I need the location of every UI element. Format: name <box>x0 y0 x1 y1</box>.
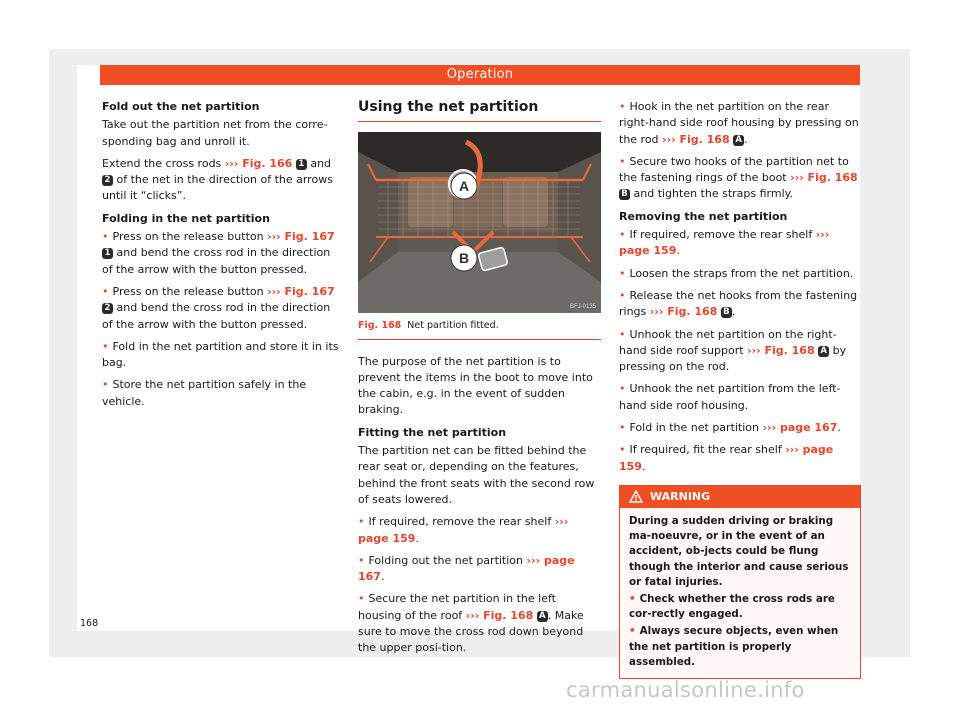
text: and bend the cross rod in the direction of the arrow with the button pressed. <box>102 246 331 276</box>
column-middle <box>358 99 601 663</box>
text: . Make sure to move the cross rod down beyond the upper posi-tion. <box>358 608 584 655</box>
text: and tighten the straps firmly. <box>630 187 794 201</box>
text: Fold in the net partition <box>629 421 763 435</box>
page-link[interactable]: ››› page 159 <box>619 228 830 258</box>
callout-badge: A <box>733 135 744 146</box>
text: Folding out the net partition <box>368 553 527 567</box>
list-item <box>102 377 340 410</box>
heading-folding-in: Folding in the net partition <box>102 211 270 225</box>
callout-badge: 2 <box>102 175 113 186</box>
text: . <box>415 531 419 545</box>
text: Secure the net partition in the left housing of the roof <box>358 592 556 622</box>
text: Unhook the net partition from the left-hand side roof housing. <box>619 382 841 412</box>
callout-badge: 1 <box>102 248 113 259</box>
text: of the net in the direction of the arrows until it “clicks”. <box>102 173 333 203</box>
text: Extend the cross rods <box>102 156 225 170</box>
boot-illustration <box>358 132 601 313</box>
list-item <box>358 514 601 547</box>
fig-link[interactable]: ››› Fig. 166 <box>224 156 293 170</box>
text: Fold in the net partition and store it in its bag. <box>102 339 339 370</box>
list-item <box>619 442 861 475</box>
fig-code: BFJ-0135 <box>569 304 596 311</box>
text: If required, remove the rear shelf <box>368 515 555 529</box>
text: . <box>744 132 748 146</box>
warning-triangle-icon <box>629 490 643 503</box>
list-item <box>619 288 861 321</box>
text: . <box>731 305 736 319</box>
text: by pressing on the rod. <box>619 343 847 374</box>
list-item <box>619 154 861 203</box>
list-item <box>619 420 861 436</box>
page-link[interactable]: ››› page 159 <box>619 443 834 473</box>
list-item <box>619 266 861 282</box>
text: Store the net partition safely in the vehicle. <box>102 378 307 408</box>
warning-body <box>620 508 860 678</box>
text: Release the net hooks from the fastening rings <box>619 288 858 319</box>
figure-net-partition <box>358 132 601 313</box>
list-item <box>102 339 340 372</box>
callout-badge: 1 <box>296 159 307 170</box>
fig-link[interactable]: ››› Fig. 168 <box>790 171 858 185</box>
paragraph: Take out the partition net from the corre-sponding bag and unroll it. <box>102 118 328 148</box>
warning-text: During a sudden driving or braking ma-noeuvre, or in the event of an accident, ob-jects could be flung though the interior and cause serious or fatal injuries. <box>629 514 849 588</box>
text: Press on the release button <box>112 284 268 298</box>
warning-item <box>629 592 852 622</box>
list-item <box>619 227 861 260</box>
heading-fold-out: Fold out the net partition <box>102 100 260 113</box>
text: Hook in the net partition on the rear right-hand side roof housing by pressing on the rod <box>619 100 859 146</box>
callout-badge: 2 <box>102 303 113 314</box>
text: Unhook the net partition on the right-hand side roof support <box>619 327 837 357</box>
watermark: carmanualsonline.info <box>566 678 805 702</box>
list-item <box>102 229 340 278</box>
list-item <box>619 99 861 148</box>
fig-link[interactable]: ››› Fig. 168 <box>662 132 730 146</box>
warning-title: WARNING <box>650 489 711 503</box>
callout-badge: B <box>721 307 732 318</box>
figure-caption <box>358 318 601 339</box>
page-link[interactable]: ››› page 167 <box>762 421 838 435</box>
heading-removing: Removing the net partition <box>619 209 788 223</box>
section-title: Using the net partition <box>358 99 601 122</box>
text: Check whether the cross rods are cor-rectly engaged. <box>629 592 835 621</box>
paragraph: The partition net can be fitted behind the rear seat or, depending on the features, behind the front seats with the second row of seats lowered. <box>358 444 595 506</box>
warning-item <box>629 624 852 670</box>
text: . <box>641 459 646 473</box>
warning-box <box>619 485 861 679</box>
callout-badge: A <box>818 346 829 357</box>
list-item <box>619 327 861 376</box>
paragraph: The purpose of the net partition is to prevent the items in the boot to move into the cabin, e.g. in the event of sudden braking. <box>358 354 593 417</box>
text: . <box>837 421 841 435</box>
section-header: Operation <box>100 65 860 85</box>
text: and bend the cross rod in the direction of the arrow with the button pressed. <box>102 301 331 331</box>
callout-badge: A <box>537 611 548 622</box>
text: If required, remove the rear shelf <box>629 228 816 242</box>
page-link[interactable]: ››› page 167 <box>358 553 575 584</box>
text: Loosen the straps from the net partition. <box>629 266 854 280</box>
caption-text: Net partition fitted. <box>407 320 499 332</box>
list-item <box>619 381 861 414</box>
column-left <box>102 99 340 416</box>
text: If required, fit the rear shelf <box>629 443 786 457</box>
paragraph-extend <box>102 156 340 205</box>
list-item <box>358 553 601 586</box>
callout-badge: B <box>619 189 630 200</box>
list-item <box>102 284 340 333</box>
text: . <box>380 570 385 584</box>
page-number: 168 <box>80 618 99 629</box>
fig-link[interactable]: ››› Fig. 168 <box>747 343 815 357</box>
text: Always secure objects, even when the net partition is properly assembled. <box>629 625 839 668</box>
heading-fitting: Fitting the net partition <box>358 425 507 439</box>
warning-header <box>620 486 860 508</box>
fig-link[interactable]: ››› Fig. 168 <box>465 608 534 622</box>
text: Secure two hooks of the partition net to the fastening rings of the boot <box>619 154 849 185</box>
caption-ref: Fig. 168 <box>358 320 402 332</box>
fig-label-b: B <box>458 250 470 267</box>
fig-link[interactable]: ››› Fig. 168 <box>649 305 718 319</box>
fig-link[interactable]: ››› Fig. 167 <box>267 230 335 244</box>
page-link[interactable]: ››› page 159 <box>358 515 569 545</box>
text: . <box>676 244 680 258</box>
text: and <box>306 156 332 170</box>
text: Press on the release button <box>112 230 268 244</box>
fig-label-a: A <box>458 178 470 195</box>
fig-link[interactable]: ››› Fig. 167 <box>267 284 335 298</box>
column-right <box>619 99 861 679</box>
list-item <box>358 591 601 656</box>
